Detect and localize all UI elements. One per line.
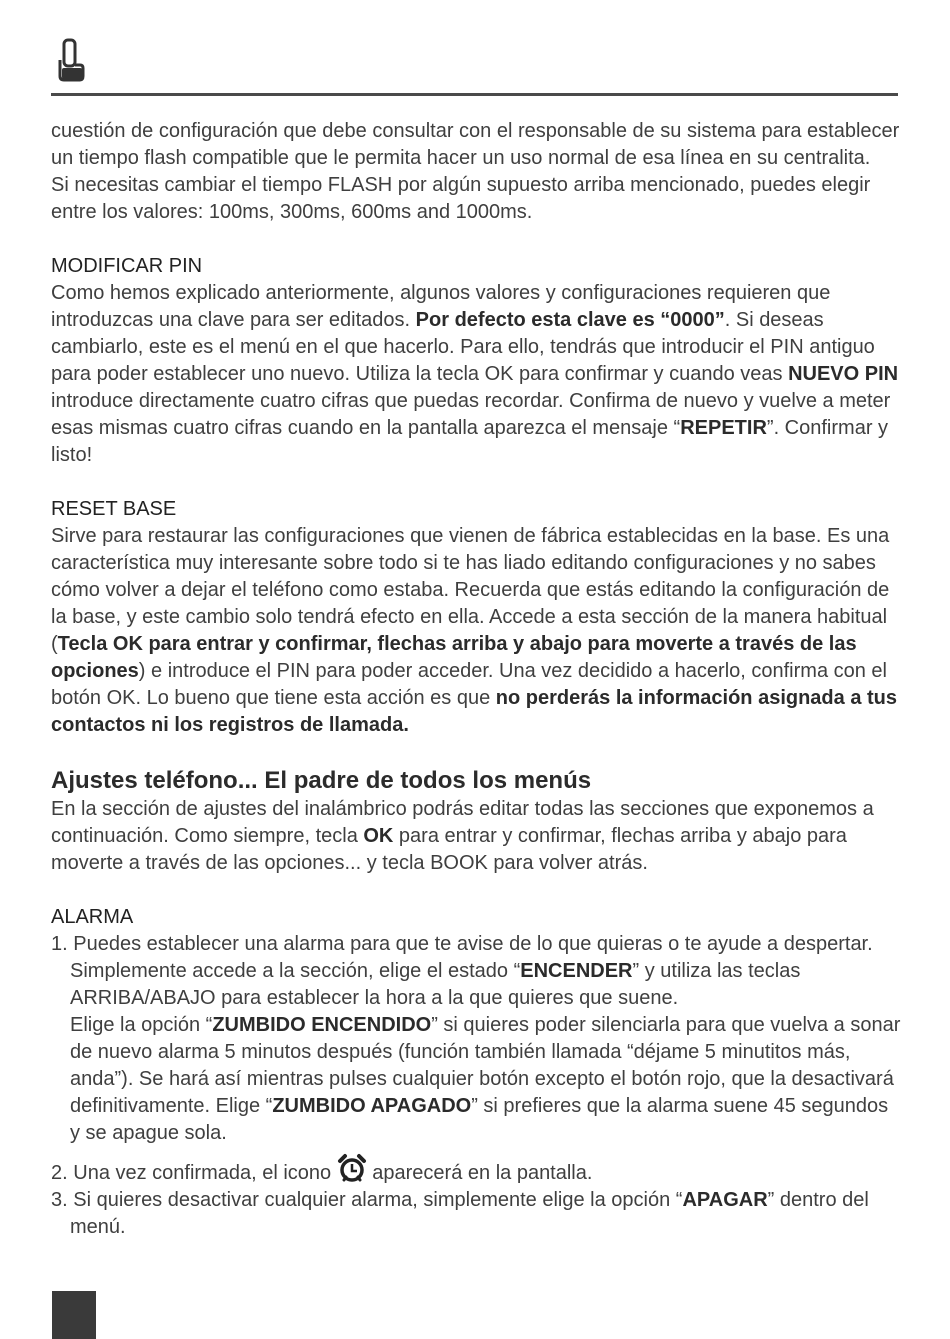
modificar-pin-body: Como hemos explicado anteriormente, algunos valores y configuraciones requieren que introduzcas una clave para ser editados. Por defecto esta clave es “0000”. Si deseas cambiarlo, este es el menú en el que hacerlo. Para ello, tendrás que introducir el PIN antiguo para poder establecer uno nuevo. Utiliza la tecla OK para confirmar y cuando veas NUEVO PIN introduce directamente cuatro cifras que puedas recordar. Confirma de nuevo y vuelve a meter esas mismas cuatro cifras cuando en la pantalla aparezca el mensaje “REPETIR”. Confirmar y listo! <box>51 282 899 466</box>
alarma-step-1: 1. Puedes establecer una alarma para que te avise de lo que quieras o te ayude a despertar. Simplemente accede a la sección, elige el estado “ENCENDER” y utiliza las teclas ARRIBA/ABAJO para establecer la hora a la que quieres que suene. Elige la opción “ZUMBIDO ENCENDIDO” si quieres poder silenciarla para que vuelva a sonar de nuevo alarma 5 minutos después (función también llamada “déjame 5 minutitos más, anda”). Se hará así mientras pulses cualquier botón excepto el botón rojo, que la desactivará definitivamente. Elige “ZUMBIDO APAGADO” si prefieres que la alarma suene 45 segundos y se apague sola. <box>51 933 901 1144</box>
reset-base-body: Sirve para restaurar las configuraciones que vienen de fábrica establecidas en la base. Es una característica muy interesante sobre todo si te has liado editando configuraciones y no sabes cómo volver a dejar el teléfono como estaba. Recuerda que estás editando la configuración de la base, y este cambio solo tendrá efecto en ella. Accede a esta sección de la manera habitual (Tecla OK para entrar y confirmar, flechas arriba y abajo para moverte a través de las opciones) e introduce el PIN para poder acceder. Una vez decidido a hacerlo, confirma con el botón OK. Lo bueno que tiene esta acción es que no perderás la información asignada a tus contactos ni los registros de llamada. <box>51 525 898 736</box>
reset-base-heading: RESET BASE <box>51 498 177 520</box>
phone-handset-icon <box>56 38 86 82</box>
modificar-pin-heading: MODIFICAR PIN <box>51 255 203 277</box>
intro-paragraph: cuestión de configuración que debe consultar con el responsable de su sistema para establecer un tiempo flash compatible que le permita hacer un uso normal de esa línea en su centralita. <box>51 120 900 169</box>
alarm-clock-icon <box>337 1153 367 1183</box>
page-content <box>51 118 901 1241</box>
alarma-steps <box>51 931 901 1241</box>
alarma-step-3: 3. Si quieres desactivar cualquier alarma, simplemente elige la opción “APAGAR” dentro del menú. <box>51 1189 869 1238</box>
header-divider <box>51 93 898 96</box>
alarma-step-2: 2. Una vez confirmada, el icono aparecerá en la pantalla. <box>51 1153 901 1187</box>
intro-paragraph-flash: Si necesitas cambiar el tiempo FLASH por algún supuesto arriba mencionado, puedes elegir entre los valores: 100ms, 300ms, 600ms and 1000ms. <box>51 174 871 223</box>
alarma-heading: ALARMA <box>51 906 134 928</box>
ajustes-section-title: Ajustes teléfono... El padre de todos los menús <box>51 767 592 794</box>
ajustes-body: En la sección de ajustes del inalámbrico podrás editar todas las secciones que exponemos a continuación. Como siempre, tecla OK para entrar y confirmar, flechas arriba y abajo para moverte a través de las opciones... y tecla BOOK para volver atrás. <box>51 798 874 874</box>
page-number-tab <box>52 1291 96 1339</box>
